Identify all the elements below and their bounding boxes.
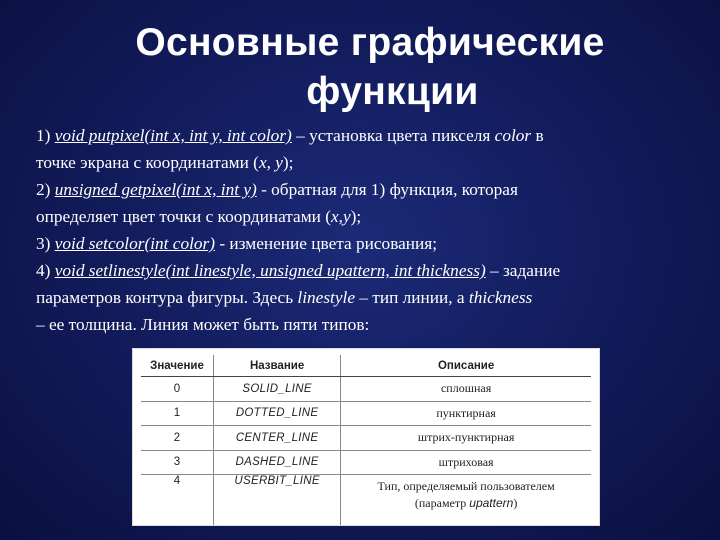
item-4-line2 <box>36 284 696 311</box>
upattern-param: upattern <box>469 496 514 510</box>
line-types-table-container <box>132 348 600 526</box>
item-1-line2 <box>36 149 696 176</box>
row-value: 4 <box>141 475 214 526</box>
setcolor-signature: void setcolor(int color) <box>54 234 216 253</box>
desc-param-prefix: (параметр <box>414 496 470 510</box>
color-param: color <box>494 126 532 145</box>
item-1-desc-end: в <box>531 126 544 145</box>
putpixel-signature: void putpixel(int x, int y, int color) <box>54 126 292 145</box>
item-4-line3: – ее толщина. Линия может быть пяти типов: <box>36 315 370 334</box>
slide-title-line2: функции <box>306 70 479 113</box>
row-name: USERBIT_LINE <box>214 475 341 526</box>
row-value: 2 <box>141 426 214 451</box>
slide-title <box>60 18 680 116</box>
item-4-number: 4) <box>36 261 55 280</box>
xy-param: x, y <box>258 153 283 172</box>
item-2-line1 <box>36 176 696 203</box>
header-value: Значение <box>141 355 214 377</box>
item-3-desc: - изменение цвета рисования; <box>215 234 438 253</box>
item-2-number: 2) <box>36 180 55 199</box>
table-row <box>141 401 591 426</box>
table-row <box>141 475 591 526</box>
item-1-line1 <box>36 122 696 149</box>
header-name: Название <box>214 355 341 377</box>
desc-param-suffix: ) <box>513 496 518 510</box>
row-description: штриховая <box>341 450 591 475</box>
item-4-line1 <box>36 257 696 284</box>
table-row <box>141 426 591 451</box>
table-row <box>141 377 591 402</box>
item-1-number: 1) <box>36 126 55 145</box>
xy-param-2: x,y <box>330 207 351 226</box>
table-row <box>141 450 591 475</box>
line-types-table <box>141 355 591 525</box>
row-value: 3 <box>141 450 214 475</box>
item-1-line2-text: точке экрана с координатами ( <box>36 153 259 172</box>
item-1-desc: – установка цвета пикселя <box>291 126 495 145</box>
setlinestyle-signature: void setlinestyle(int linestyle, unsigned upattern, int thickness) <box>54 261 486 280</box>
item-1-line2-end: ); <box>282 153 294 172</box>
row-description: штрих-пунктирная <box>341 426 591 451</box>
item-4-desc: – задание <box>485 261 561 280</box>
item-4-line2-mid: – тип линии, а <box>355 288 469 307</box>
row-name: DASHED_LINE <box>214 450 341 475</box>
item-2-desc: - обратная для 1) функция, которая <box>256 180 518 199</box>
row-name: DOTTED_LINE <box>214 401 341 426</box>
getpixel-signature: unsigned getpixel(int x, int y) <box>54 180 257 199</box>
item-2-line2 <box>36 203 696 230</box>
item-3-number: 3) <box>36 234 55 253</box>
row-description: пунктирная <box>341 401 591 426</box>
row-name: CENTER_LINE <box>214 426 341 451</box>
item-3-line1 <box>36 230 696 257</box>
row-name: SOLID_LINE <box>214 377 341 402</box>
header-description: Описание <box>341 355 591 377</box>
row-value: 1 <box>141 401 214 426</box>
row-description: сплошная <box>341 377 591 402</box>
row-description-line2 <box>345 495 587 512</box>
slide-body <box>36 122 696 338</box>
item-2-line2-end: ); <box>350 207 362 226</box>
item-4-line2-text: параметров контура фигуры. Здесь <box>36 288 298 307</box>
linestyle-param: linestyle <box>297 288 356 307</box>
thickness-param: thickness <box>468 288 533 307</box>
item-2-line2-text: определяет цвет точки с координатами ( <box>36 207 331 226</box>
row-value: 0 <box>141 377 214 402</box>
row-description <box>341 475 591 526</box>
slide-title-line1: Основные графические <box>135 21 605 64</box>
table-header-row <box>141 355 591 377</box>
row-description-line1: Тип, определяемый пользователем <box>377 479 555 493</box>
